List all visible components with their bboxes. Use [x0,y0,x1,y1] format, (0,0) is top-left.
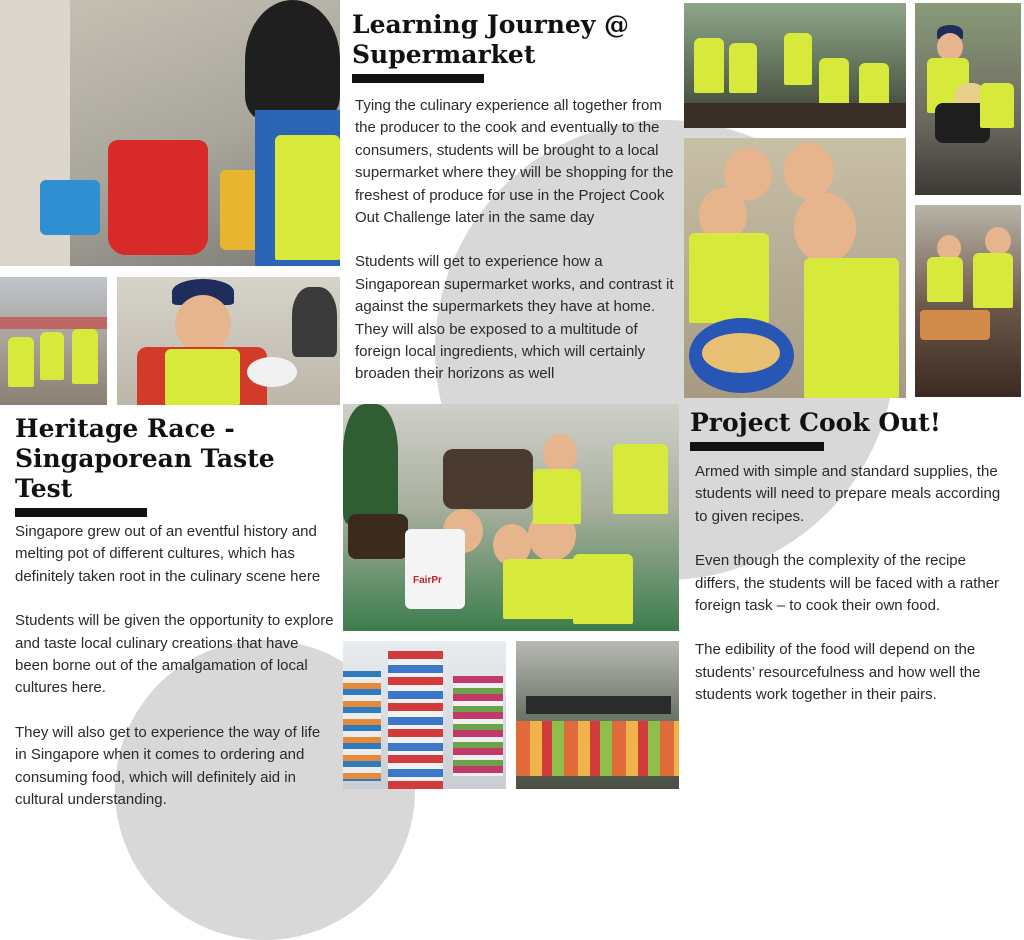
shopping-bag-label: FairPr [413,575,442,586]
supermarket-heading [352,10,677,70]
section-cookout [690,408,1010,707]
photo-cooking-group [684,3,906,128]
supermarket-heading-line2: Supermarket [352,40,536,69]
photo-group-with-bag [343,404,679,631]
section-heritage [15,414,335,811]
cookout-heading: Project Cook Out! [690,408,941,437]
heritage-heading-rule [15,508,147,517]
cookout-paragraph-2: Even though the complexity of the recipe differs, the students will be faced with a rather foreign task – to cook their own food. [695,552,1000,615]
photo-cutting-board [915,205,1021,397]
heritage-paragraph-2: Students will be given the opportunity to explore and taste local culinary creations that have been borne out of the amalgamation of local cultures here. [15,612,334,697]
cookout-heading-rule [690,442,824,451]
heritage-heading-line2: Singaporean Taste Test [15,444,275,503]
photo-noodles [915,3,1021,195]
heritage-heading [15,414,335,504]
photo-boy-eating [117,277,340,405]
supermarket-paragraph-1: Tying the culinary experience all together from the producer to the cook and eventually to the consumers, students will be brought to a local supermarket where they will be shopping for the freshest of produce for use in the Project Cook Out Challenge later in the same day [355,97,674,227]
supermarket-heading-rule [352,74,484,83]
shopping-bag [405,529,465,609]
cookout-paragraph-3: The edibility of the food will depend on the students’ resourcefulness and how well the students work together in their pairs. [695,641,981,704]
heritage-heading-line1: Heritage Race - [15,414,235,443]
heritage-paragraph-1: Singapore grew out of an eventful history and melting pot of different cultures, which has definitely taken root in the culinary scene here [15,523,321,585]
photo-street-group [0,277,107,405]
photo-group-selfie [684,138,906,398]
photo-produce-section [516,641,679,789]
photo-food-stall [0,0,340,266]
supermarket-heading-line1: Learning Journey @ [352,10,630,39]
heritage-paragraph-3: They will also get to experience the way of life in Singapore when it comes to ordering and consuming food, which will definitely aid in cultural understanding. [15,723,321,809]
cookout-paragraph-1: Armed with simple and standard supplies, the students will need to prepare meals according to given recipes. [695,463,1001,525]
section-supermarket [352,10,677,386]
supermarket-paragraph-2: Students will get to experience how a Singaporean supermarket works, and contrast it against the supermarkets they have at home. They will also be exposed to a multitude of foreign local ingredients, which will certainly broaden their horizons as well [355,253,674,383]
photo-supermarket-aisle [343,641,506,789]
